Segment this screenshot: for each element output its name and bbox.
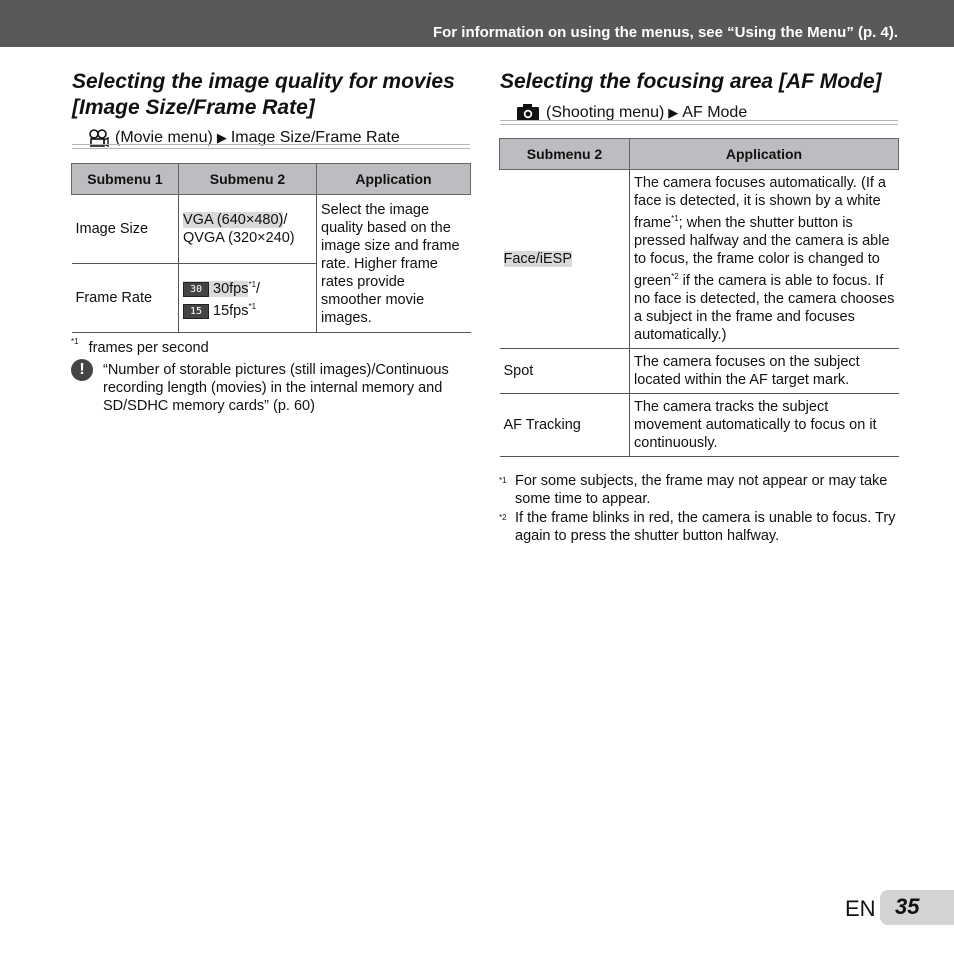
column-header: Submenu 2 xyxy=(179,164,317,195)
left-section-title: Selecting the image quality for movies [Image Size/Frame Rate] xyxy=(72,70,455,119)
application-cell: Select the image quality based on the image size and frame rate. Higher frame rates provide smoother movie images. xyxy=(317,195,471,333)
arrow-right-icon: ▶ xyxy=(216,130,227,145)
vga-option: VGA (640×480) xyxy=(183,212,284,228)
left-footnote: $^{*1}$ frames per second xyxy=(71,337,209,356)
table-cell: Image Size xyxy=(72,195,179,264)
table-row xyxy=(500,170,899,349)
language-label: EN xyxy=(845,896,876,921)
table-row xyxy=(500,348,899,393)
column-header: Application xyxy=(630,139,899,170)
table-row xyxy=(72,195,471,264)
table-cell: AF Tracking xyxy=(500,393,630,456)
qvga-option: QVGA (320×240) xyxy=(183,230,295,246)
arrow-right-icon: ▶ xyxy=(668,104,679,120)
table-cell xyxy=(500,170,630,349)
column-header: Application xyxy=(317,164,471,195)
right-section-title: Selecting the focusing area [AF Mode] xyxy=(500,70,882,93)
fps30-option: 30 30fps xyxy=(183,281,248,297)
face-iesp-option: Face/iESP xyxy=(503,250,572,267)
exclamation-icon: ! xyxy=(71,359,93,381)
column-header: Submenu 2 xyxy=(500,139,630,170)
table-row xyxy=(500,393,899,456)
column-header: Submenu 1 xyxy=(72,164,179,195)
right-menu-path: (Shooting menu) ▶ AF Mode xyxy=(516,103,747,122)
application-cell: The camera tracks the subject movement automatically to focus on it continuously. xyxy=(630,393,899,456)
divider xyxy=(500,120,898,125)
table-cell: Frame Rate xyxy=(72,264,179,333)
fps-30-icon: 30 xyxy=(183,282,209,297)
table-cell: VGA (640×480)/ QVGA (320×240) xyxy=(179,195,317,264)
image-size-table xyxy=(71,163,471,333)
af-mode-table xyxy=(499,138,899,457)
table-cell: Spot xyxy=(500,348,630,393)
divider xyxy=(72,144,470,149)
note-text: “Number of storable pictures (still images)/Continuous recording length (movies) in the internal memory and SD/SDHC memory cards” (p. 60) xyxy=(103,362,449,414)
application-cell: The camera focuses automatically. (If a face is detected, it is shown by a white frame$^{*1}$; when the shutter button is pressed halfway and the camera is able to focus, the frame color is changed to green$^{*2}$ if the camera is able to focus. If no face is detected, the camera chooses a subject in the frame and focuses automatically.) xyxy=(630,170,899,349)
right-footnote-2: *2 If the frame blinks in red, the camera is unable to focus. Try again to press the shutter button halfway. xyxy=(499,510,896,544)
table-cell: 30 30fps$^{*1}$/ 15 15fps$^{*1}$ xyxy=(179,264,317,333)
application-cell: The camera focuses on the subject located within the AF target mark. xyxy=(630,348,899,393)
header-bar xyxy=(0,0,954,47)
left-menu-path: (Movie menu) ▶ Image Size/Frame Rate xyxy=(88,129,400,147)
right-footnote-1: *1 For some subjects, the frame may not appear or may take some time to appear. xyxy=(499,473,888,507)
header-info: For information on using the menus, see “Using the Menu” (p. 4). xyxy=(432,24,898,41)
fps-15-icon: 15 xyxy=(183,304,209,319)
page-number: 35 xyxy=(895,894,920,919)
